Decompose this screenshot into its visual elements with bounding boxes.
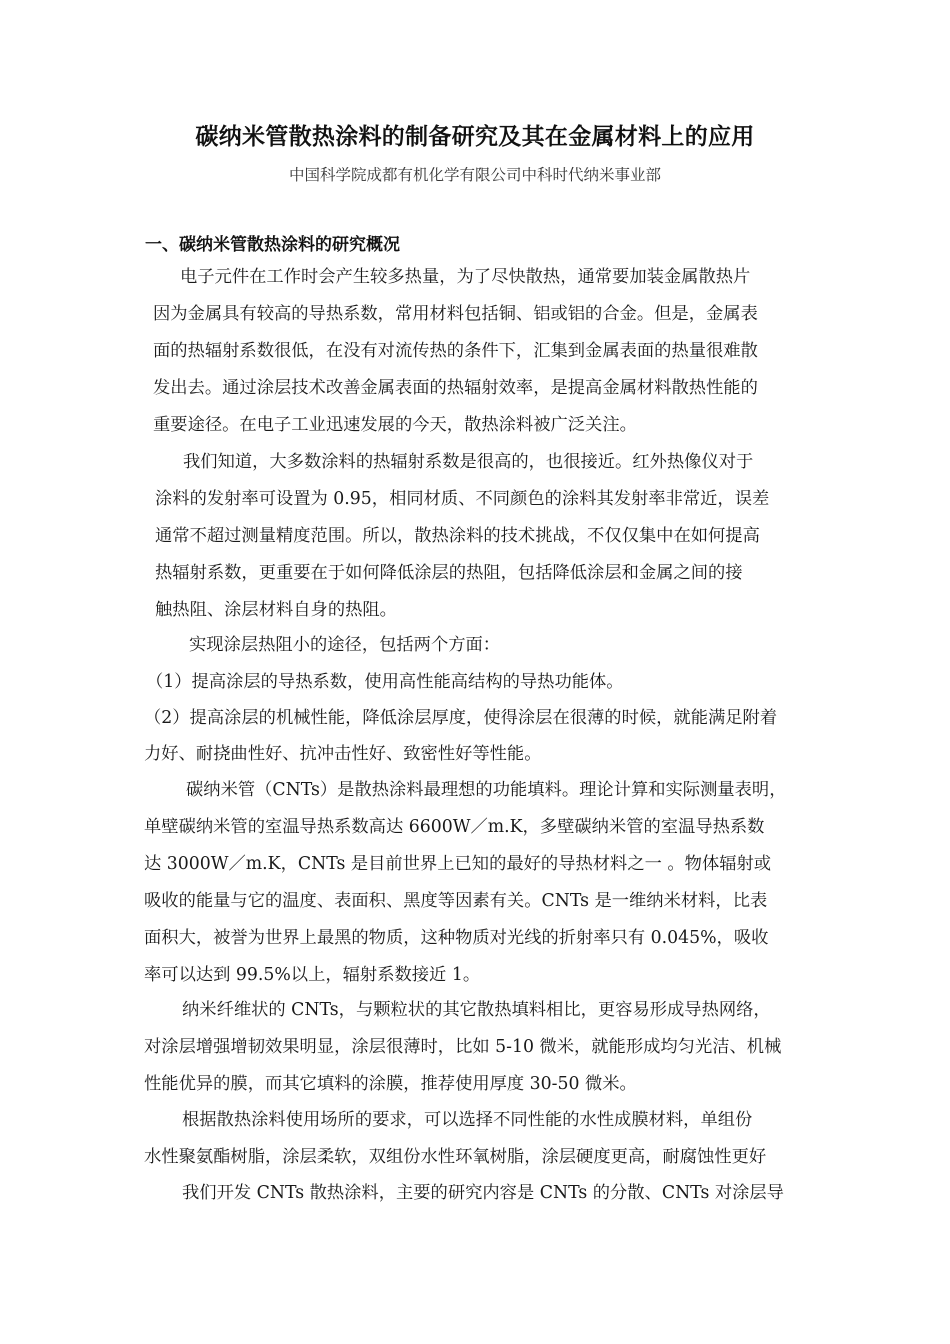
- text-line: 因为金属具有较高的导热系数，常用材料包括铜、铝或铝的合金。但是，金属表: [153, 304, 758, 324]
- text-line: 电子元件在工作时会产生较多热量，为了尽快散热，通常要加装金属散热片: [180, 267, 751, 287]
- text-line: 水性聚氨酯树脂，涂层柔软，双组份水性环氧树脂，涂层硬度更高，耐腐蚀性更好: [144, 1147, 767, 1167]
- text-line: 对涂层增强增韧效果明显，涂层很薄时，比如 5-10 微米，就能形成均匀光洁、机械: [144, 1037, 782, 1057]
- text-line: 实现涂层热阻小的途径，包括两个方面：: [189, 635, 501, 655]
- text-line: 触热阻、涂层材料自身的热阻。: [155, 600, 397, 620]
- text-line: 率可以达到 99.5%以上，辐射系数接近 1。: [144, 965, 481, 985]
- text-line: 面的热辐射系数很低，在没有对流传热的条件下，汇集到金属表面的热量很难散: [153, 341, 758, 361]
- text-line: 重要途径。在电子工业迅速发展的今天，散热涂料被广泛关注。: [153, 415, 637, 435]
- text-line: （2）提高涂层的机械性能，降低涂层厚度，使得涂层在很薄的时候，就能满足附着: [144, 708, 778, 728]
- text-line: 发出去。通过涂层技术改善金属表面的热辐射效率，是提高金属材料散热性能的: [153, 378, 758, 398]
- text-line: 面积大，被誉为世界上最黑的物质，这种物质对光线的折射率只有 0.045%，吸收: [144, 928, 769, 948]
- text-line: 根据散热涂料使用场所的要求，可以选择不同性能的水性成膜材料，单组份: [182, 1110, 753, 1130]
- text-line: 涂料的发射率可设置为 0.95，相同材质、不同颜色的涂料其发射率非常近，误差: [155, 489, 770, 509]
- text-line: 通常不超过测量精度范围。所以，散热涂料的技术挑战，不仅仅集中在如何提高: [155, 526, 760, 546]
- text-line: 力好、耐挠曲性好、抗冲击性好、致密性好等性能。: [144, 744, 542, 764]
- text-line: 性能优异的膜，而其它填料的涂膜，推荐使用厚度 30-50 微米。: [144, 1074, 637, 1094]
- text-line: 达 3000W／m.K，CNTs 是目前世界上已知的最好的导热材料之一 。物体辐射或: [144, 854, 772, 874]
- document-title: 碳纳米管散热涂料的制备研究及其在金属材料上的应用: [195, 124, 755, 150]
- section-heading: 一、碳纳米管散热涂料的研究概况: [145, 235, 400, 255]
- text-line: 碳纳米管（CNTs）是散热涂料最理想的功能填料。理论计算和实际测量表明，: [186, 780, 787, 800]
- text-line: （1）提高涂层的导热系数，使用高性能高结构的导热功能体。: [146, 672, 624, 692]
- text-line: 纳米纤维状的 CNTs，与颗粒状的其它散热填料相比，更容易形成导热网络，: [182, 1000, 771, 1020]
- text-line: 吸收的能量与它的温度、表面积、黑度等因素有关。CNTs 是一维纳米材料，比表: [144, 891, 768, 911]
- text-line: 单壁碳纳米管的室温导热系数高达 6600W／m.K，多壁碳纳米管的室温导热系数: [144, 817, 765, 837]
- text-line: 我们开发 CNTs 散热涂料，主要的研究内容是 CNTs 的分散、CNTs 对涂层导: [182, 1183, 784, 1203]
- document-affiliation: 中国科学院成都有机化学有限公司中科时代纳米事业部: [288, 166, 661, 184]
- text-line: 热辐射系数，更重要在于如何降低涂层的热阻，包括降低涂层和金属之间的接: [155, 563, 743, 583]
- text-line: 我们知道，大多数涂料的热辐射系数是很高的，也很接近。红外热像仪对于: [183, 452, 754, 472]
